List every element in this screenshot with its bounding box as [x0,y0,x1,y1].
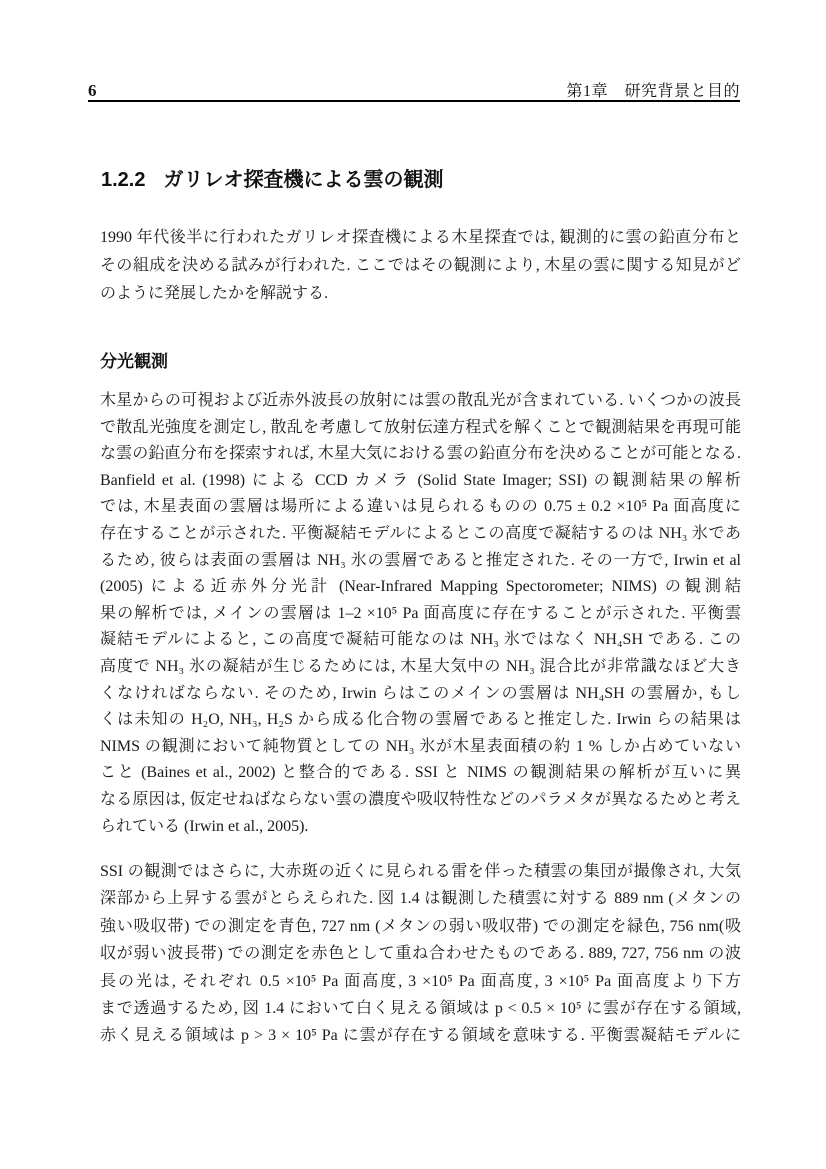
running-head-chapter-title: 第1章 研究背景と目的 [566,83,740,100]
text-line: で散乱光強度を測定し, 散乱を考慮して放射伝達方程式を解くことで観測結果を再現可能 [100,418,741,436]
page-number: 6 [88,81,97,100]
text-line: なる原因は, 仮定せねばならない雲の濃度や吸収特性などのパラメタが異なるためと考え [100,790,741,808]
text-line: 凝結モデルによると, この高度で凝結可能なのは NH₃ 氷ではなく NH₄SH である. この [100,631,741,649]
text-line: な雲の鉛直分布を探索すれば, 木星大気における雲の鉛直分布を決めることが可能となる. [100,445,741,463]
text-line: Banfield et al. (1998) による CCD カメラ (Solid State Imager; SSI) の観測結果の解析 [100,471,741,489]
paragraph-intro [100,224,741,308]
text-line: るため, 彼らは表面の雲層は NH₃ 氷の雲層であると推定された. その一方で, Irwin et al [100,551,741,569]
subsection-heading: 分光観測 [100,352,168,371]
paragraph-spectroscopy [100,388,741,840]
text-line: では, 木星表面の雲層は場所による違いは見られるものの 0.75 ± 0.2 ×10⁵ Pa 面高度に [100,498,741,516]
header-rule [88,100,740,102]
text-line: 収が弱い波長帯) での測定を赤色として重ね合わせたものである. 889, 727, 756 nm の波 [100,945,741,963]
paragraph-ssi-imaging [100,858,741,1050]
section-heading [101,163,443,192]
text-line: 赤く見える領域は p > 3 × 10⁵ Pa に雲が存在する領域を意味する. 平衡雲凝結モデルに [100,1027,741,1045]
text-line: 存在することが示された. 平衡凝結モデルによるとこの高度で凝結するのは NH₃ 氷であ [100,524,741,542]
text-line: 高度で NH₃ 氷の凝結が生じるためには, 木星大気中の NH₃ 混合比が非常識なほど大き [100,657,741,675]
section-title: ガリレオ探査機による雲の観測 [163,169,444,191]
text-line: られている (Irwin et al., 2005). [100,817,309,835]
text-line: くは未知の H₂O, NH₃, H₂S から成る化合物の雲層であると推定した. Irwin らの結果は [100,711,741,729]
text-line: のように発展したかを解説する. [100,285,329,302]
text-line: 深部から上昇する雲がとらえられた. 図 1.4 は観測した積雲に対する 889 nm (メタンの [100,890,741,908]
text-line: (2005) による近赤外分光計 (Near-Infrared Mapping Spectorometer; NIMS) の観測結 [100,578,741,596]
text-line: 強い吸収帯) での測定を青色, 727 nm (メタンの弱い吸収帯) での測定を緑色, 756 nm(吸 [100,917,741,935]
text-line: くなければならない. そのため, Irwin らはこのメインの雲層は NH₄SH の雲層か, もし [100,684,741,702]
text-line: 果の解析では, メインの雲層は 1–2 ×10⁵ Pa 面高度に存在することが示された. 平衡雲 [100,604,741,622]
text-line: まで透過するため, 図 1.4 において白く見える領域は p < 0.5 × 10⁵ に雲が存在する領域, [100,1000,741,1018]
text-line: NIMS の観測において純物質としての NH₃ 氷が木星表面積の約 1 % しか占めていない [100,737,741,755]
section-number: 1.2.2 [101,169,146,191]
text-line: 1990 年代後半に行われたガリレオ探査機による木星探査では, 観測的に雲の鉛直分布と [100,229,741,246]
running-header [88,78,740,101]
text-line: 長の光は, それぞれ 0.5 ×10⁵ Pa 面高度, 3 ×10⁵ Pa 面高度, 3 ×10⁵ Pa 面高度より下方 [100,972,741,990]
text-line: こと (Baines et al., 2002) と整合的である. SSI と NIMS の観測結果の解析が互いに異 [100,764,741,782]
text-line: その組成を決める試みが行われた. ここではその観測により, 木星の雲に関する知見がど [100,257,741,274]
text-line: SSI の観測ではさらに, 大赤斑の近くに見られる雷を伴った積雲の集団が撮像され, 大気 [100,863,741,880]
text-line: 木星からの可視および近赤外波長の放射には雲の散乱光が含まれている. いくつかの波長 [100,392,741,409]
